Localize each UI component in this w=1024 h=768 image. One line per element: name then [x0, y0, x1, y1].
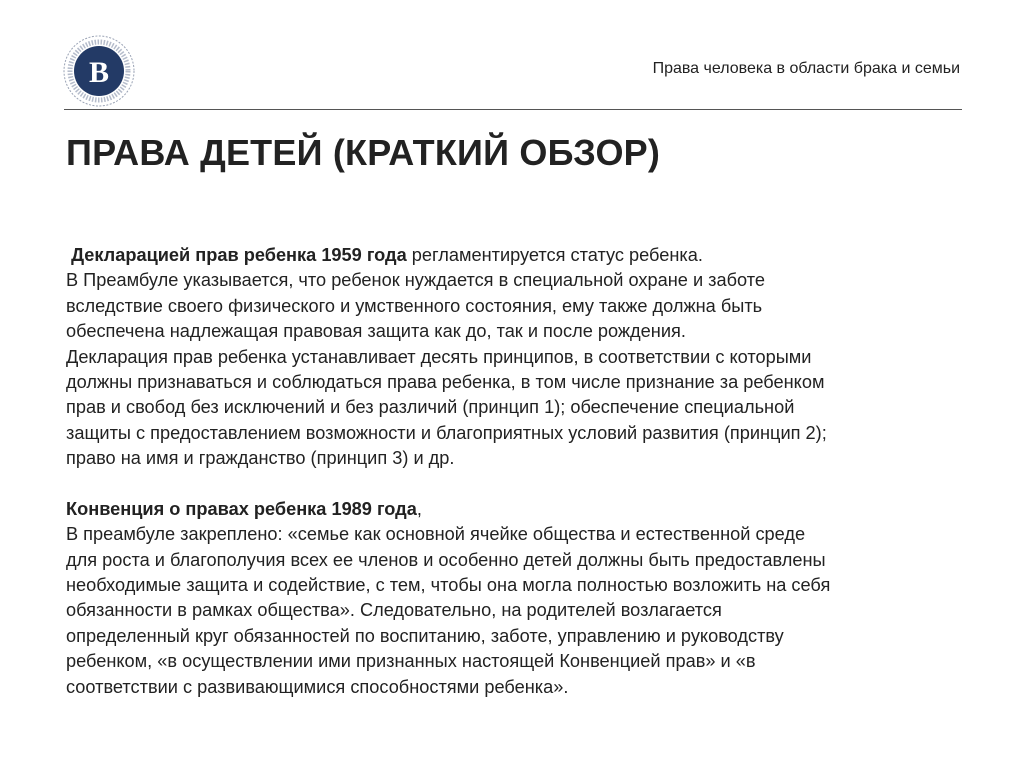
- text-line: право на имя и гражданство (принцип 3) и др.: [66, 448, 455, 469]
- text-line: соответствии с развивающимися способностями ребенка».: [66, 676, 569, 697]
- text-line: защиты с предоставлением возможности и благоприятных условий развития (принцип 2);: [66, 422, 827, 443]
- text-line: необходимые защита и содействие, с тем, чтобы она могла полностью возложить на себя: [66, 575, 831, 596]
- text: ,: [416, 498, 422, 519]
- slide-body: [66, 243, 830, 700]
- paragraph-2-first-line: [66, 497, 830, 522]
- text-line: обязанности в рамках общества». Следовательно, на родителей возлагается: [66, 600, 722, 621]
- text-line: Декларация прав ребенка устанавливает десять принципов, в соответствии с которыми: [66, 346, 812, 367]
- convention-bold: Конвенция о правах ребенка 1989 года: [66, 498, 417, 519]
- text-line: В Преамбуле указывается, что ребенок нуждается в специальной охране и заботе: [66, 270, 765, 291]
- text-line: ребенком, «в осуществлении ими признанных настоящей Конвенцией прав» и «в: [66, 651, 756, 672]
- text-line: обеспечена надлежащая правовая защита как до, так и после рождения.: [66, 321, 686, 342]
- header-divider: [64, 109, 962, 110]
- text-line: определенный круг обязанностей по воспитанию, заботе, управлению и руководству: [66, 625, 784, 646]
- university-logo: [62, 34, 136, 108]
- declaration-bold: Декларацией прав ребенка 1959 года: [71, 245, 407, 265]
- text-line: В преамбуле закреплено: «семье как основной ячейке общества и естественной среде: [66, 524, 806, 545]
- text-line: для роста и благополучия всех ее членов и особенно детей должны быть предоставлены: [66, 549, 826, 570]
- text-line: прав и свобод без исключений и без различий (принцип 1); обеспечение специальной: [66, 397, 795, 418]
- paragraph-1-first-line: [66, 243, 830, 268]
- text-line: вследствие своего физического и умственного состояния, ему также должна быть: [66, 295, 763, 316]
- header-title: Права человека в области брака и семьи: [652, 60, 960, 77]
- text: регламентируется статус ребенка.: [406, 245, 703, 265]
- slide-title: ПРАВА ДЕТЕЙ (КРАТКИЙ ОБЗОР): [66, 132, 661, 173]
- text-line: должны признаваться и соблюдаться права ребенка, в том числе признание за ребенком: [66, 371, 825, 392]
- svg-text:В: В: [88, 56, 110, 89]
